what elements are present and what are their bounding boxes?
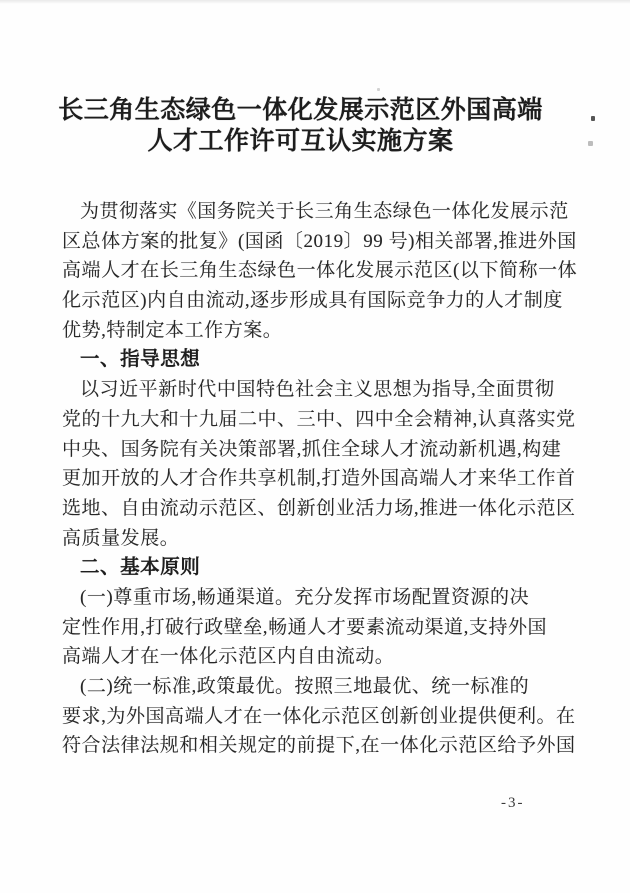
body-line: (一)尊重市场,畅通渠道。充分发挥市场配置资源的决 [80,586,530,608]
title-line-1: 长三角生态绿色一体化发展示范区外国高端 [58,97,543,124]
body-line: 要求,为外国高端人才在一体化示范区创新创业提供便利。在 [62,705,576,727]
scan-artifact [377,88,380,91]
document-body [62,197,607,761]
body-line: 定性作用,打破行政壁垒,畅通人才要素流动渠道,支持外国 [62,616,548,638]
body-line: 为贯彻落实《国务院关于长三角生态绿色一体化发展示范 [80,201,569,222]
body-line: 高端人才在长三角生态绿色一体化发展示范区(以下简称一体 [62,260,578,282]
body-line: 以习近平新时代中国特色社会主义思想为指导,全面贯彻 [80,379,555,401]
document-title [0,95,601,157]
body-line: 选地、自由流动示范区、创新创业活力场,推进一体化示范区 [62,497,576,519]
section-heading: 一、指导思想 [80,348,201,371]
body-line: 优势,特制定本工作方案。 [62,319,283,341]
scan-edge-shading [0,0,630,4]
body-line: 中央、国务院有关决策部署,抓住全球人才流动新机遇,构建 [62,438,562,460]
body-line: 高端人才在一体化示范区内自由流动。 [62,646,395,668]
scan-artifact [591,116,595,121]
scan-artifact [588,141,593,146]
body-line: 高质量发展。 [62,527,180,549]
body-line: 更加开放的人才合作共享机制,打造外国高端人才来华工作首 [62,468,576,490]
body-line: 党的十九大和十九届二中、三中、四中全会精神,认真落实党 [62,408,576,430]
body-line: 化示范区)内自由流动,逐步形成具有国际竞争力的人才制度 [62,290,563,312]
section-heading: 二、基本原则 [80,556,201,579]
page-number: -3- [501,795,525,811]
body-line: (二)统一标准,政策最优。按照三地最优、统一标准的 [80,676,530,697]
title-line-2: 人才工作许可互认实施方案 [147,128,454,155]
body-line: 区总体方案的批复》(国函〔2019〕99 号)相关部署,推进外国 [62,230,577,252]
body-line: 符合法律法规和相关规定的前提下,在一体化示范区给予外国 [62,735,576,757]
